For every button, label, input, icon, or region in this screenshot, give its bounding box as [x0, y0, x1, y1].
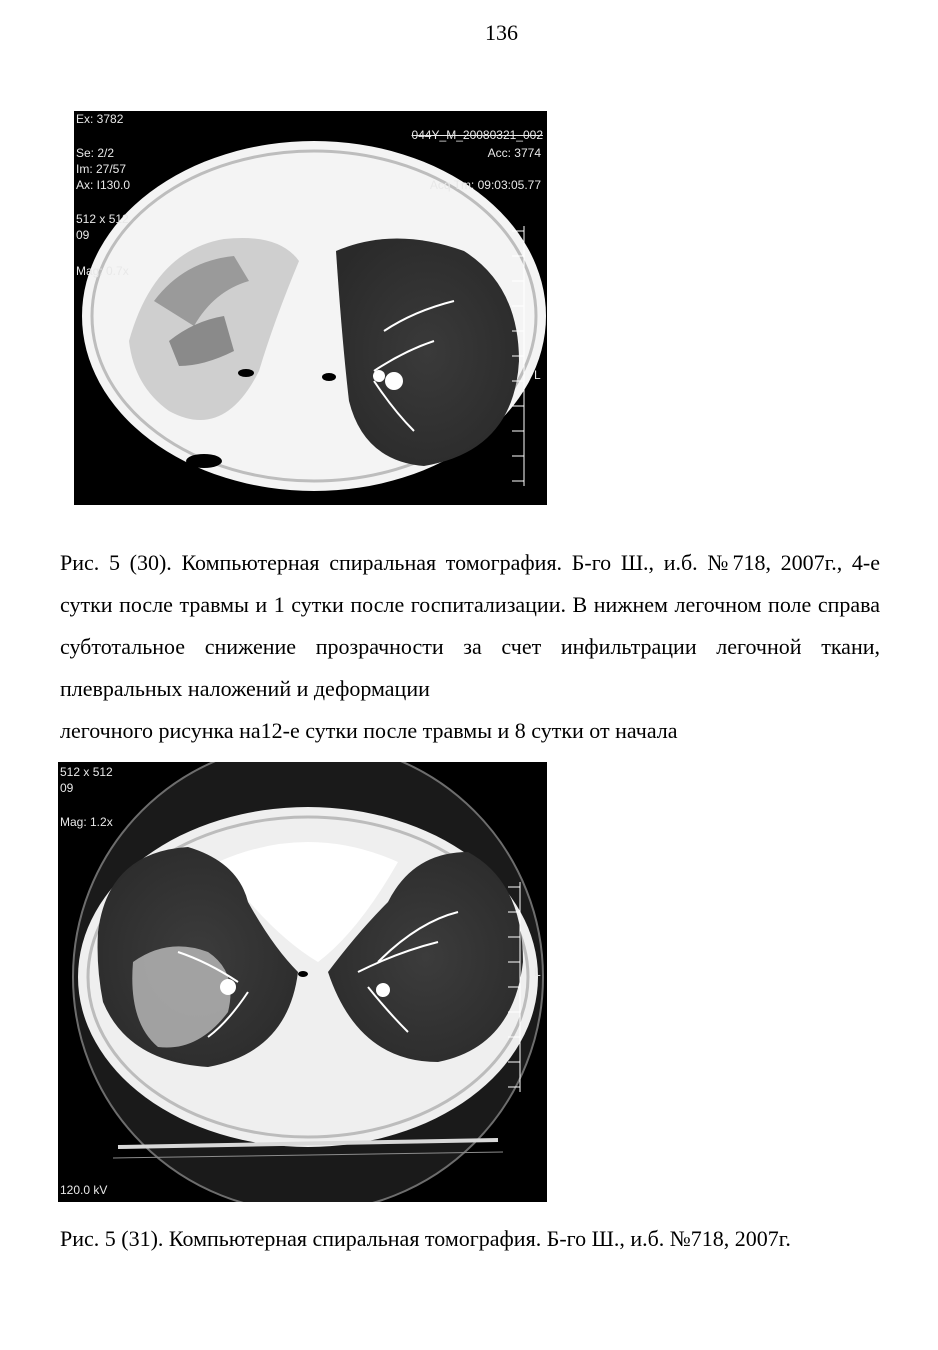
- overlay-matrix: 512 x 512: [60, 765, 113, 779]
- overlay-mag: Mag: 0.7x: [76, 264, 129, 278]
- ct-image-1: [74, 111, 547, 505]
- overlay-acc: Acc: 3774: [487, 146, 541, 160]
- overlay-mag: Mag: 1.2x: [60, 815, 113, 829]
- overlay-ex: Ex: 3782: [76, 112, 124, 126]
- overlay-im: Im: 27/57: [76, 162, 127, 176]
- figure-1-caption-text: Рис. 5 (30). Компьютерная спиральная томография. Б-го Ш., и.б. №718, 2007г., 4-е сутки после травмы и 1 сутки после госпитализации. В нижнем легочном поле справа субтотальное снижение прозрачности за счет инфильтрации легочной ткани, плевральных наложений и деформации: [60, 550, 880, 701]
- overlay-orientation: L: [534, 368, 541, 382]
- figure-1-caption-continuation: легочного рисунка на12-е сутки после травмы и 8 сутки от начала: [60, 718, 678, 743]
- overlay-code: 09: [76, 228, 90, 242]
- overlay-kv: 120.0 kV: [60, 1183, 108, 1197]
- figure-1-caption: [60, 542, 880, 752]
- page-number: 136: [485, 20, 518, 45]
- overlay-acq-tm: Acq Tm: 09:03:05.77: [429, 178, 541, 192]
- overlay-matrix: 512 x 512: [76, 212, 129, 226]
- overlay-code: 09: [60, 781, 74, 795]
- overlay-ax: Ax: I130.0: [76, 178, 131, 192]
- ct-scan-2-graphic: [58, 762, 547, 1202]
- overlay-study-id: 044Y_M_20080321_002: [411, 128, 543, 142]
- ct-image-2: [58, 762, 547, 1202]
- figure-2-caption: [60, 1218, 880, 1260]
- overlay-se: Se: 2/2: [76, 146, 115, 160]
- overlay-orientation: L: [534, 965, 541, 979]
- ct-scan-1-graphic: [74, 111, 547, 505]
- figure-2-caption-text: Рис. 5 (31). Компьютерная спиральная томография. Б-го Ш., и.б. №718, 2007г.: [60, 1226, 791, 1251]
